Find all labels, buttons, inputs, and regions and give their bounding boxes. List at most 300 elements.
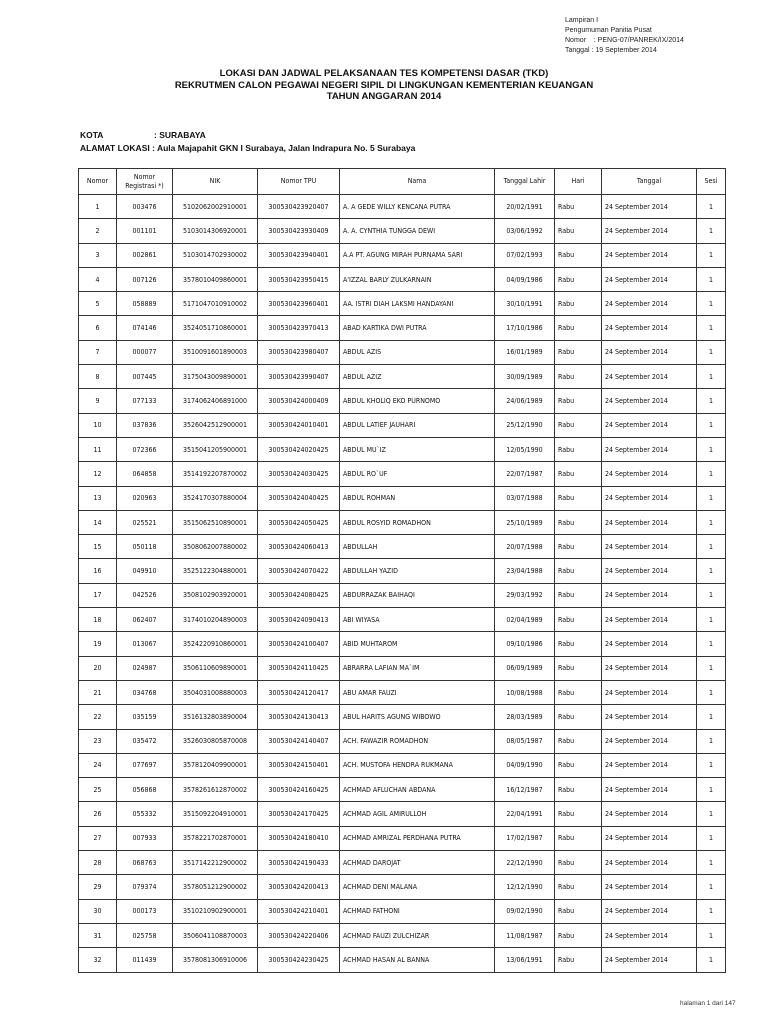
title-line-2: REKRUTMEN CALON PEGAWAI NEGERI SIPIL DI LINGKUNGAN KEMENTERIAN KEUANGAN bbox=[174, 79, 594, 91]
table-row bbox=[79, 267, 726, 291]
table-row bbox=[79, 729, 726, 753]
cell-sesi: 1 bbox=[697, 948, 726, 972]
cell-hari: Rabu bbox=[555, 705, 602, 729]
cell-nomor-registrasi: 077697 bbox=[117, 753, 173, 777]
cell-nik: 5102062002910001 bbox=[173, 195, 258, 219]
cell-nomor: 5 bbox=[79, 292, 117, 316]
cell-tanggal: 24 September 2014 bbox=[602, 826, 697, 850]
cell-nomor-registrasi: 037836 bbox=[117, 413, 173, 437]
cell-nik: 3524220910860001 bbox=[173, 632, 258, 656]
cell-hari: Rabu bbox=[555, 486, 602, 510]
cell-nomor-tpu: 300530424160425 bbox=[258, 778, 340, 802]
cell-tanggal-lahir: 30/10/1991 bbox=[495, 292, 555, 316]
header-nama: Nama bbox=[340, 169, 495, 195]
cell-nomor-registrasi: 072366 bbox=[117, 437, 173, 461]
location-info bbox=[80, 129, 415, 155]
document-title bbox=[0, 68, 768, 103]
cell-nomor: 12 bbox=[79, 462, 117, 486]
cell-nik: 3578221702870001 bbox=[173, 826, 258, 850]
lampiran-tanggal: Tanggal : 19 September 2014 bbox=[565, 47, 657, 54]
cell-nama: ABI WIYASA bbox=[340, 608, 495, 632]
cell-nama: ACHMAD DAROJAT bbox=[340, 851, 495, 875]
cell-nomor-registrasi: 064858 bbox=[117, 462, 173, 486]
table-body bbox=[79, 195, 726, 973]
cell-tanggal-lahir: 12/12/1990 bbox=[495, 875, 555, 899]
cell-nama: ABDUL AZIZ bbox=[340, 365, 495, 389]
cell-nik: 3525122304880001 bbox=[173, 559, 258, 583]
cell-tanggal-lahir: 20/07/1988 bbox=[495, 535, 555, 559]
cell-tanggal: 24 September 2014 bbox=[602, 243, 697, 267]
cell-sesi: 1 bbox=[697, 583, 726, 607]
cell-hari: Rabu bbox=[555, 875, 602, 899]
cell-tanggal: 24 September 2014 bbox=[602, 632, 697, 656]
cell-nomor-registrasi: 025758 bbox=[117, 923, 173, 947]
table-row bbox=[79, 437, 726, 461]
cell-sesi: 1 bbox=[697, 437, 726, 461]
header-nomor-tpu: Nomor TPU bbox=[258, 169, 340, 195]
cell-nomor: 21 bbox=[79, 680, 117, 704]
cell-sesi: 1 bbox=[697, 365, 726, 389]
cell-hari: Rabu bbox=[555, 948, 602, 972]
cell-nomor-registrasi: 034768 bbox=[117, 680, 173, 704]
cell-hari: Rabu bbox=[555, 656, 602, 680]
cell-nama: ABDULLAH YAZID bbox=[340, 559, 495, 583]
cell-nomor-tpu: 300530424120417 bbox=[258, 680, 340, 704]
cell-sesi: 1 bbox=[697, 510, 726, 534]
cell-tanggal-lahir: 13/06/1991 bbox=[495, 948, 555, 972]
cell-nomor-tpu: 300530424230425 bbox=[258, 948, 340, 972]
cell-nik: 3578120409900001 bbox=[173, 753, 258, 777]
cell-tanggal: 24 September 2014 bbox=[602, 608, 697, 632]
table-row bbox=[79, 535, 726, 559]
cell-tanggal: 24 September 2014 bbox=[602, 948, 697, 972]
cell-nomor-registrasi: 003476 bbox=[117, 195, 173, 219]
cell-tanggal-lahir: 25/10/1989 bbox=[495, 510, 555, 534]
cell-tanggal: 24 September 2014 bbox=[602, 753, 697, 777]
cell-nomor-tpu: 300530424110425 bbox=[258, 656, 340, 680]
cell-nomor-tpu: 300530424130413 bbox=[258, 705, 340, 729]
cell-nik: 5103014702930002 bbox=[173, 243, 258, 267]
cell-nomor: 14 bbox=[79, 510, 117, 534]
table-row bbox=[79, 753, 726, 777]
cell-tanggal: 24 September 2014 bbox=[602, 389, 697, 413]
cell-hari: Rabu bbox=[555, 510, 602, 534]
cell-nik: 3526030805870008 bbox=[173, 729, 258, 753]
cell-nomor-registrasi: 007126 bbox=[117, 267, 173, 291]
cell-tanggal: 24 September 2014 bbox=[602, 413, 697, 437]
cell-tanggal: 24 September 2014 bbox=[602, 462, 697, 486]
cell-sesi: 1 bbox=[697, 292, 726, 316]
table-row bbox=[79, 389, 726, 413]
cell-tanggal: 24 September 2014 bbox=[602, 219, 697, 243]
lampiran-line: Pengumuman Panitia Pusat bbox=[565, 27, 652, 34]
cell-nomor-registrasi: 042526 bbox=[117, 583, 173, 607]
cell-nomor-registrasi: 035159 bbox=[117, 705, 173, 729]
cell-nik: 3524051710860001 bbox=[173, 316, 258, 340]
cell-hari: Rabu bbox=[555, 389, 602, 413]
cell-nomor: 13 bbox=[79, 486, 117, 510]
cell-hari: Rabu bbox=[555, 219, 602, 243]
cell-nomor: 11 bbox=[79, 437, 117, 461]
lampiran-line: Lampiran I bbox=[565, 17, 599, 24]
cell-nama: AA. ISTRI DIAH LAKSMI HANDAYANI bbox=[340, 292, 495, 316]
cell-tanggal: 24 September 2014 bbox=[602, 365, 697, 389]
cell-sesi: 1 bbox=[697, 219, 726, 243]
cell-nik: 3510210902900001 bbox=[173, 899, 258, 923]
cell-sesi: 1 bbox=[697, 802, 726, 826]
cell-nik: 3516132803890004 bbox=[173, 705, 258, 729]
header-nik: NIK bbox=[173, 169, 258, 195]
cell-hari: Rabu bbox=[555, 413, 602, 437]
cell-nomor-tpu: 300530423950415 bbox=[258, 267, 340, 291]
schedule-table bbox=[78, 168, 726, 973]
cell-tanggal-lahir: 07/02/1993 bbox=[495, 243, 555, 267]
cell-nomor: 7 bbox=[79, 340, 117, 364]
kota-label: KOTA bbox=[80, 130, 104, 140]
cell-nama: ACHMAD HASAN AL BANNA bbox=[340, 948, 495, 972]
cell-hari: Rabu bbox=[555, 462, 602, 486]
cell-nomor-tpu: 300530424150401 bbox=[258, 753, 340, 777]
cell-tanggal-lahir: 16/01/1989 bbox=[495, 340, 555, 364]
cell-nomor: 17 bbox=[79, 583, 117, 607]
cell-nama: ACHMAD DENI MALANA bbox=[340, 875, 495, 899]
cell-tanggal-lahir: 09/10/1986 bbox=[495, 632, 555, 656]
cell-tanggal-lahir: 03/06/1992 bbox=[495, 219, 555, 243]
cell-nomor: 24 bbox=[79, 753, 117, 777]
cell-sesi: 1 bbox=[697, 875, 726, 899]
cell-nama: ABAD KARTIKA DWI PUTRA bbox=[340, 316, 495, 340]
cell-tanggal-lahir: 08/05/1987 bbox=[495, 729, 555, 753]
cell-nama: A. A GEDE WILLY KENCANA PUTRA bbox=[340, 195, 495, 219]
cell-tanggal-lahir: 11/08/1987 bbox=[495, 923, 555, 947]
cell-tanggal: 24 September 2014 bbox=[602, 680, 697, 704]
table-row bbox=[79, 462, 726, 486]
cell-nomor-registrasi: 035472 bbox=[117, 729, 173, 753]
cell-tanggal: 24 September 2014 bbox=[602, 486, 697, 510]
cell-hari: Rabu bbox=[555, 899, 602, 923]
cell-hari: Rabu bbox=[555, 583, 602, 607]
cell-nik: 3515092204910001 bbox=[173, 802, 258, 826]
cell-tanggal-lahir: 23/04/1988 bbox=[495, 559, 555, 583]
cell-nama: ABDURRAZAK BAIHAQI bbox=[340, 583, 495, 607]
cell-sesi: 1 bbox=[697, 316, 726, 340]
cell-nama: A. A. CYNTHIA TUNGGA DEWI bbox=[340, 219, 495, 243]
cell-nomor-registrasi: 077133 bbox=[117, 389, 173, 413]
table-row bbox=[79, 851, 726, 875]
cell-hari: Rabu bbox=[555, 535, 602, 559]
table-header-row bbox=[79, 169, 726, 195]
cell-tanggal-lahir: 04/09/1986 bbox=[495, 267, 555, 291]
cell-nomor-registrasi: 079374 bbox=[117, 875, 173, 899]
table-row bbox=[79, 486, 726, 510]
title-line-3: TAHUN ANGGARAN 2014 bbox=[326, 91, 442, 102]
cell-sesi: 1 bbox=[697, 243, 726, 267]
cell-nomor-registrasi: 025521 bbox=[117, 510, 173, 534]
cell-nik: 3504031008880003 bbox=[173, 680, 258, 704]
cell-nomor-tpu: 300530424210401 bbox=[258, 899, 340, 923]
cell-tanggal: 24 September 2014 bbox=[602, 923, 697, 947]
header-tanggal: Tanggal bbox=[602, 169, 697, 195]
table-row bbox=[79, 875, 726, 899]
cell-tanggal: 24 September 2014 bbox=[602, 899, 697, 923]
cell-tanggal-lahir: 28/03/1989 bbox=[495, 705, 555, 729]
cell-nomor: 15 bbox=[79, 535, 117, 559]
cell-nomor-tpu: 300530424080425 bbox=[258, 583, 340, 607]
cell-nama: A'IZZAL BARLY ZULKARNAIN bbox=[340, 267, 495, 291]
cell-nik: 3578010409860001 bbox=[173, 267, 258, 291]
cell-nama: ACHMAD FAUZI ZULCHIZAR bbox=[340, 923, 495, 947]
table-row bbox=[79, 802, 726, 826]
table-row bbox=[79, 195, 726, 219]
table-row bbox=[79, 656, 726, 680]
cell-sesi: 1 bbox=[697, 462, 726, 486]
cell-tanggal-lahir: 10/08/1988 bbox=[495, 680, 555, 704]
table-row bbox=[79, 219, 726, 243]
cell-nomor-registrasi: 049910 bbox=[117, 559, 173, 583]
cell-sesi: 1 bbox=[697, 753, 726, 777]
cell-nama: ABID MUHTAROM bbox=[340, 632, 495, 656]
cell-tanggal-lahir: 30/09/1989 bbox=[495, 365, 555, 389]
cell-nik: 5103014306920001 bbox=[173, 219, 258, 243]
cell-nomor-tpu: 300530424220406 bbox=[258, 923, 340, 947]
header-sesi: Sesi bbox=[697, 169, 726, 195]
cell-sesi: 1 bbox=[697, 632, 726, 656]
cell-nomor-registrasi: 062407 bbox=[117, 608, 173, 632]
cell-nama: ABDUL RO`UF bbox=[340, 462, 495, 486]
kota-row bbox=[80, 129, 415, 142]
cell-nomor-tpu: 300530423980407 bbox=[258, 340, 340, 364]
cell-nomor-registrasi: 050118 bbox=[117, 535, 173, 559]
cell-sesi: 1 bbox=[697, 778, 726, 802]
cell-sesi: 1 bbox=[697, 680, 726, 704]
cell-nomor: 32 bbox=[79, 948, 117, 972]
table-row bbox=[79, 923, 726, 947]
cell-hari: Rabu bbox=[555, 729, 602, 753]
cell-tanggal: 24 September 2014 bbox=[602, 583, 697, 607]
cell-nik: 3578081306910006 bbox=[173, 948, 258, 972]
cell-hari: Rabu bbox=[555, 632, 602, 656]
cell-nomor-registrasi: 074146 bbox=[117, 316, 173, 340]
cell-hari: Rabu bbox=[555, 292, 602, 316]
cell-hari: Rabu bbox=[555, 195, 602, 219]
cell-sesi: 1 bbox=[697, 826, 726, 850]
table-row bbox=[79, 899, 726, 923]
cell-nomor-tpu: 300530424180410 bbox=[258, 826, 340, 850]
cell-nomor: 18 bbox=[79, 608, 117, 632]
cell-nomor-registrasi: 056868 bbox=[117, 778, 173, 802]
cell-tanggal-lahir: 03/07/1988 bbox=[495, 486, 555, 510]
cell-hari: Rabu bbox=[555, 802, 602, 826]
cell-tanggal: 24 September 2014 bbox=[602, 778, 697, 802]
cell-nomor: 26 bbox=[79, 802, 117, 826]
cell-nomor-registrasi: 000173 bbox=[117, 899, 173, 923]
cell-tanggal-lahir: 06/09/1989 bbox=[495, 656, 555, 680]
table-row bbox=[79, 365, 726, 389]
cell-nama: A.A PT. AGUNG MIRAH PURNAMA SARI bbox=[340, 243, 495, 267]
cell-tanggal: 24 September 2014 bbox=[602, 316, 697, 340]
table-row bbox=[79, 680, 726, 704]
cell-nomor-tpu: 300530424000409 bbox=[258, 389, 340, 413]
kota-value: : SURABAYA bbox=[154, 130, 206, 140]
cell-nomor: 27 bbox=[79, 826, 117, 850]
cell-tanggal-lahir: 17/10/1986 bbox=[495, 316, 555, 340]
cell-sesi: 1 bbox=[697, 340, 726, 364]
table-row bbox=[79, 948, 726, 972]
cell-nomor-registrasi: 007933 bbox=[117, 826, 173, 850]
cell-nomor-tpu: 300530424050425 bbox=[258, 510, 340, 534]
cell-hari: Rabu bbox=[555, 753, 602, 777]
cell-nomor: 23 bbox=[79, 729, 117, 753]
cell-tanggal: 24 September 2014 bbox=[602, 875, 697, 899]
cell-sesi: 1 bbox=[697, 899, 726, 923]
cell-nama: ACHMAD FATHONI bbox=[340, 899, 495, 923]
cell-nomor: 2 bbox=[79, 219, 117, 243]
cell-tanggal-lahir: 25/12/1990 bbox=[495, 413, 555, 437]
cell-sesi: 1 bbox=[697, 729, 726, 753]
cell-nomor-registrasi: 013067 bbox=[117, 632, 173, 656]
cell-tanggal: 24 September 2014 bbox=[602, 195, 697, 219]
cell-sesi: 1 bbox=[697, 535, 726, 559]
cell-nomor-tpu: 300530423990407 bbox=[258, 365, 340, 389]
cell-tanggal: 24 September 2014 bbox=[602, 437, 697, 461]
table-row bbox=[79, 559, 726, 583]
cell-nomor-tpu: 300530424090413 bbox=[258, 608, 340, 632]
cell-nama: ACH. MUSTOFA HENDRA RUKMANA bbox=[340, 753, 495, 777]
cell-hari: Rabu bbox=[555, 851, 602, 875]
cell-nomor-registrasi: 011439 bbox=[117, 948, 173, 972]
cell-nomor: 22 bbox=[79, 705, 117, 729]
cell-nik: 3515062510890001 bbox=[173, 510, 258, 534]
cell-sesi: 1 bbox=[697, 705, 726, 729]
cell-tanggal-lahir: 22/04/1991 bbox=[495, 802, 555, 826]
cell-nama: ACHMAD AFLUCHAN ABDANA bbox=[340, 778, 495, 802]
table-row bbox=[79, 316, 726, 340]
cell-sesi: 1 bbox=[697, 608, 726, 632]
cell-nama: ABDUL KHOLIQ EKO PURNOMO bbox=[340, 389, 495, 413]
cell-nomor-tpu: 300530424060413 bbox=[258, 535, 340, 559]
cell-hari: Rabu bbox=[555, 365, 602, 389]
cell-nomor-registrasi: 024987 bbox=[117, 656, 173, 680]
cell-nomor-registrasi: 055332 bbox=[117, 802, 173, 826]
cell-nomor-tpu: 300530424010401 bbox=[258, 413, 340, 437]
table-row bbox=[79, 608, 726, 632]
cell-nik: 5171047010910002 bbox=[173, 292, 258, 316]
cell-nama: ABDUL MU`IZ bbox=[340, 437, 495, 461]
cell-sesi: 1 bbox=[697, 486, 726, 510]
cell-hari: Rabu bbox=[555, 826, 602, 850]
cell-hari: Rabu bbox=[555, 680, 602, 704]
cell-nomor-tpu: 300530423940401 bbox=[258, 243, 340, 267]
table-row bbox=[79, 292, 726, 316]
cell-nama: ABU AMAR FAUZI bbox=[340, 680, 495, 704]
cell-nomor-tpu: 300530424190433 bbox=[258, 851, 340, 875]
cell-tanggal-lahir: 04/09/1990 bbox=[495, 753, 555, 777]
cell-tanggal-lahir: 22/07/1987 bbox=[495, 462, 555, 486]
cell-nomor: 31 bbox=[79, 923, 117, 947]
cell-hari: Rabu bbox=[555, 778, 602, 802]
cell-hari: Rabu bbox=[555, 243, 602, 267]
cell-tanggal: 24 September 2014 bbox=[602, 705, 697, 729]
cell-nomor: 3 bbox=[79, 243, 117, 267]
cell-nomor-registrasi: 068763 bbox=[117, 851, 173, 875]
cell-sesi: 1 bbox=[697, 851, 726, 875]
table-row bbox=[79, 632, 726, 656]
title-line-1: LOKASI DAN JADWAL PELAKSANAAN TES KOMPETENSI DASAR (TKD) bbox=[219, 68, 549, 79]
cell-nomor-tpu: 300530424100407 bbox=[258, 632, 340, 656]
cell-nama: ACHMAD AGIL AMIRULLOH bbox=[340, 802, 495, 826]
cell-nama: ACHMAD AMRIZAL PERDHANA PUTRA bbox=[340, 826, 495, 850]
cell-nomor-registrasi: 007445 bbox=[117, 365, 173, 389]
cell-nomor: 20 bbox=[79, 656, 117, 680]
cell-nomor-tpu: 300530424020425 bbox=[258, 437, 340, 461]
cell-tanggal: 24 September 2014 bbox=[602, 802, 697, 826]
cell-nomor-registrasi: 020963 bbox=[117, 486, 173, 510]
cell-hari: Rabu bbox=[555, 267, 602, 291]
cell-nomor-registrasi: 002861 bbox=[117, 243, 173, 267]
cell-nik: 3175043009890001 bbox=[173, 365, 258, 389]
table-row bbox=[79, 826, 726, 850]
cell-hari: Rabu bbox=[555, 437, 602, 461]
cell-nomor-tpu: 300530423960401 bbox=[258, 292, 340, 316]
cell-nomor-tpu: 300530423970413 bbox=[258, 316, 340, 340]
cell-sesi: 1 bbox=[697, 389, 726, 413]
lampiran-block bbox=[565, 16, 684, 56]
cell-nomor-tpu: 300530423930409 bbox=[258, 219, 340, 243]
table-row bbox=[79, 340, 726, 364]
cell-sesi: 1 bbox=[697, 413, 726, 437]
cell-tanggal: 24 September 2014 bbox=[602, 340, 697, 364]
cell-nik: 3174010204890003 bbox=[173, 608, 258, 632]
cell-sesi: 1 bbox=[697, 559, 726, 583]
cell-nik: 3515041205900001 bbox=[173, 437, 258, 461]
cell-sesi: 1 bbox=[697, 267, 726, 291]
cell-nama: ACH. FAWAZIR ROMADHON bbox=[340, 729, 495, 753]
cell-nomor: 8 bbox=[79, 365, 117, 389]
cell-tanggal: 24 September 2014 bbox=[602, 851, 697, 875]
cell-nama: ABDUL ROSYID ROMADHON bbox=[340, 510, 495, 534]
table-row bbox=[79, 510, 726, 534]
cell-tanggal-lahir: 12/05/1990 bbox=[495, 437, 555, 461]
cell-hari: Rabu bbox=[555, 923, 602, 947]
cell-nomor-registrasi: 001101 bbox=[117, 219, 173, 243]
cell-nik: 3514192207870002 bbox=[173, 462, 258, 486]
cell-tanggal-lahir: 17/02/1987 bbox=[495, 826, 555, 850]
alamat-lokasi: ALAMAT LOKASI : Aula Majapahit GKN I Surabaya, Jalan Indrapura No. 5 Surabaya bbox=[80, 143, 416, 153]
table-row bbox=[79, 778, 726, 802]
cell-nomor: 10 bbox=[79, 413, 117, 437]
cell-nomor: 25 bbox=[79, 778, 117, 802]
cell-nik: 3510091601890003 bbox=[173, 340, 258, 364]
header-nomor-registrasi: Nomor Registrasi *) bbox=[117, 169, 173, 195]
cell-nik: 3174062406891000 bbox=[173, 389, 258, 413]
cell-nik: 3578051212900002 bbox=[173, 875, 258, 899]
cell-tanggal: 24 September 2014 bbox=[602, 559, 697, 583]
cell-tanggal: 24 September 2014 bbox=[602, 729, 697, 753]
cell-nik: 3508102903920001 bbox=[173, 583, 258, 607]
cell-nama: ABDUL AZIS bbox=[340, 340, 495, 364]
cell-sesi: 1 bbox=[697, 195, 726, 219]
cell-tanggal: 24 September 2014 bbox=[602, 535, 697, 559]
cell-tanggal: 24 September 2014 bbox=[602, 292, 697, 316]
cell-tanggal: 24 September 2014 bbox=[602, 267, 697, 291]
cell-hari: Rabu bbox=[555, 340, 602, 364]
cell-nomor-tpu: 300530424040425 bbox=[258, 486, 340, 510]
cell-sesi: 1 bbox=[697, 923, 726, 947]
header-nomor: Nomor bbox=[79, 169, 117, 195]
cell-nik: 3517142212900002 bbox=[173, 851, 258, 875]
cell-nomor: 29 bbox=[79, 875, 117, 899]
lampiran-nomor: Nomor : PENG-07/PANREK/IX/2014 bbox=[565, 37, 684, 44]
